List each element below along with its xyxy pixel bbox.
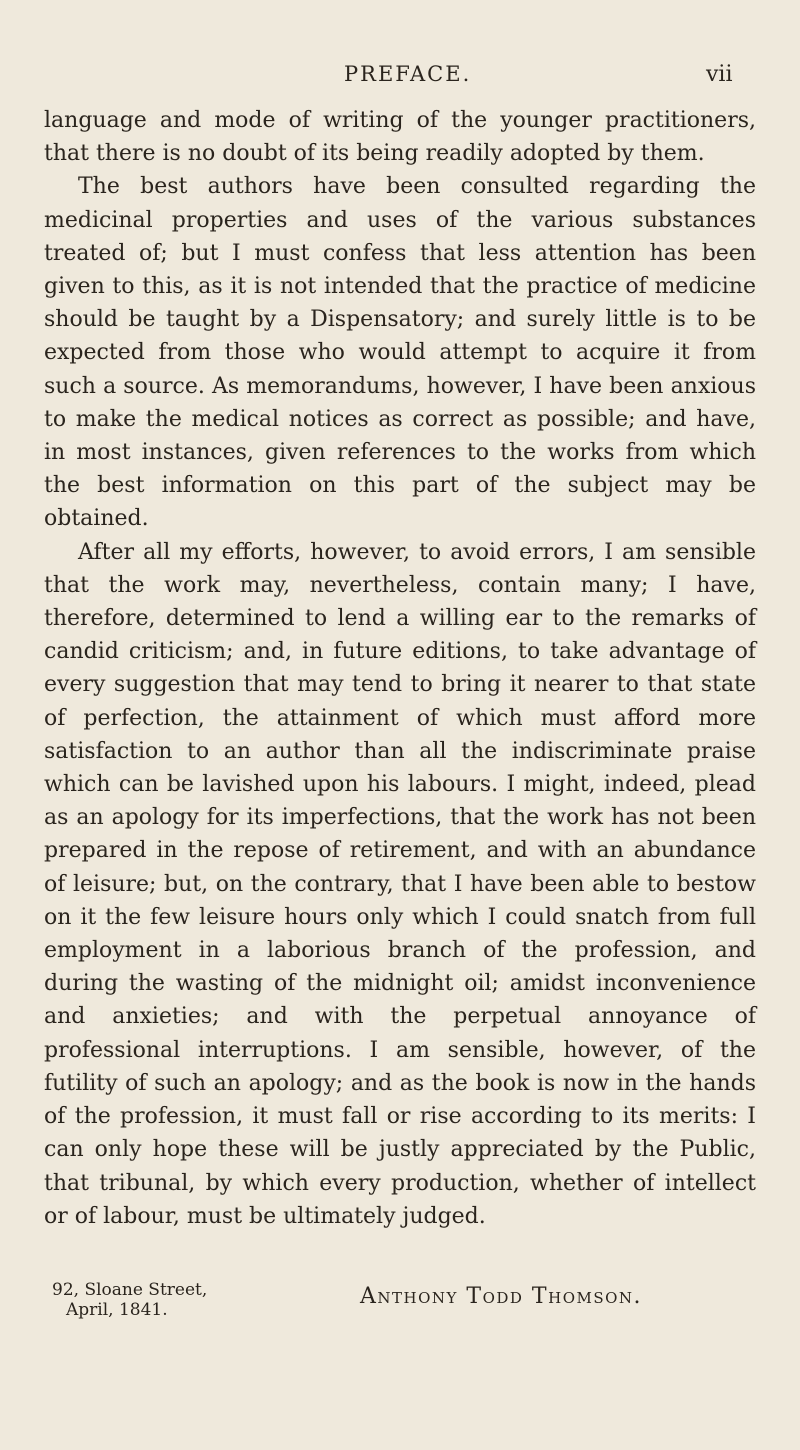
author-signature: Anthony Todd Thomson. <box>360 1284 643 1309</box>
paragraph: language and mode of writing of the younger practitioners, that there is no doubt of its being readily adopted by them. <box>44 108 756 167</box>
preface-body <box>44 104 756 1233</box>
place-and-date <box>52 1280 207 1320</box>
address: 92, Sloane Street, <box>52 1280 208 1300</box>
paragraph: After all my efforts, however, to avoid errors, I am sensible that the work may, nevertheless, contain many; I have, therefore, determined to lend a willing ear to the remarks of candid criticism; and, in future editions, to take advantage of every suggestion that may tend to bring it nearer to that state of perfection, the attainment of which must afford more satisfaction to an author than all the indiscriminate praise which can be lavished upon his labours. I might, indeed, plead as an apology for its imperfections, that the work has not been prepared in the repose of retirement, and with an abundance of leisure; but, on the contrary, that I have been able to bestow on it the few leisure hours only which I could snatch from full employment in a laborious branch of the profession, and during the wasting of the midnight oil; amidst inconvenience and anxieties; and with the perpetual annoyance of professional interruptions. I am sensible, however, of the futility of such an apology; and as the book is now in the hands of the profession, it must fall or rise according to its merits: I can only hope these will be justly appreciated by the Public, that tribunal, by which every production, whether of intellect or of labour, must be ultimately judged. <box>44 539 756 1229</box>
paragraph: The best authors have been consulted regarding the medicinal properties and uses of the various substances treated of; but I must confess that less attention has been given to this, as it is not intended that the practice of medicine should be taught by a Dispensatory; and surely little is to be expected from those who would attempt to acquire it from such a source. As memorandums, however, I have been anxious to make the medical notices as correct as possible; and have, in most instances, given references to the works from which the best information on this part of the subject may be obtained. <box>44 174 756 532</box>
page-footer <box>0 1280 800 1340</box>
page-header <box>0 62 800 96</box>
date: April, 1841. <box>66 1300 168 1320</box>
page-number: vii <box>706 62 733 87</box>
running-title: PREFACE. <box>344 62 472 86</box>
